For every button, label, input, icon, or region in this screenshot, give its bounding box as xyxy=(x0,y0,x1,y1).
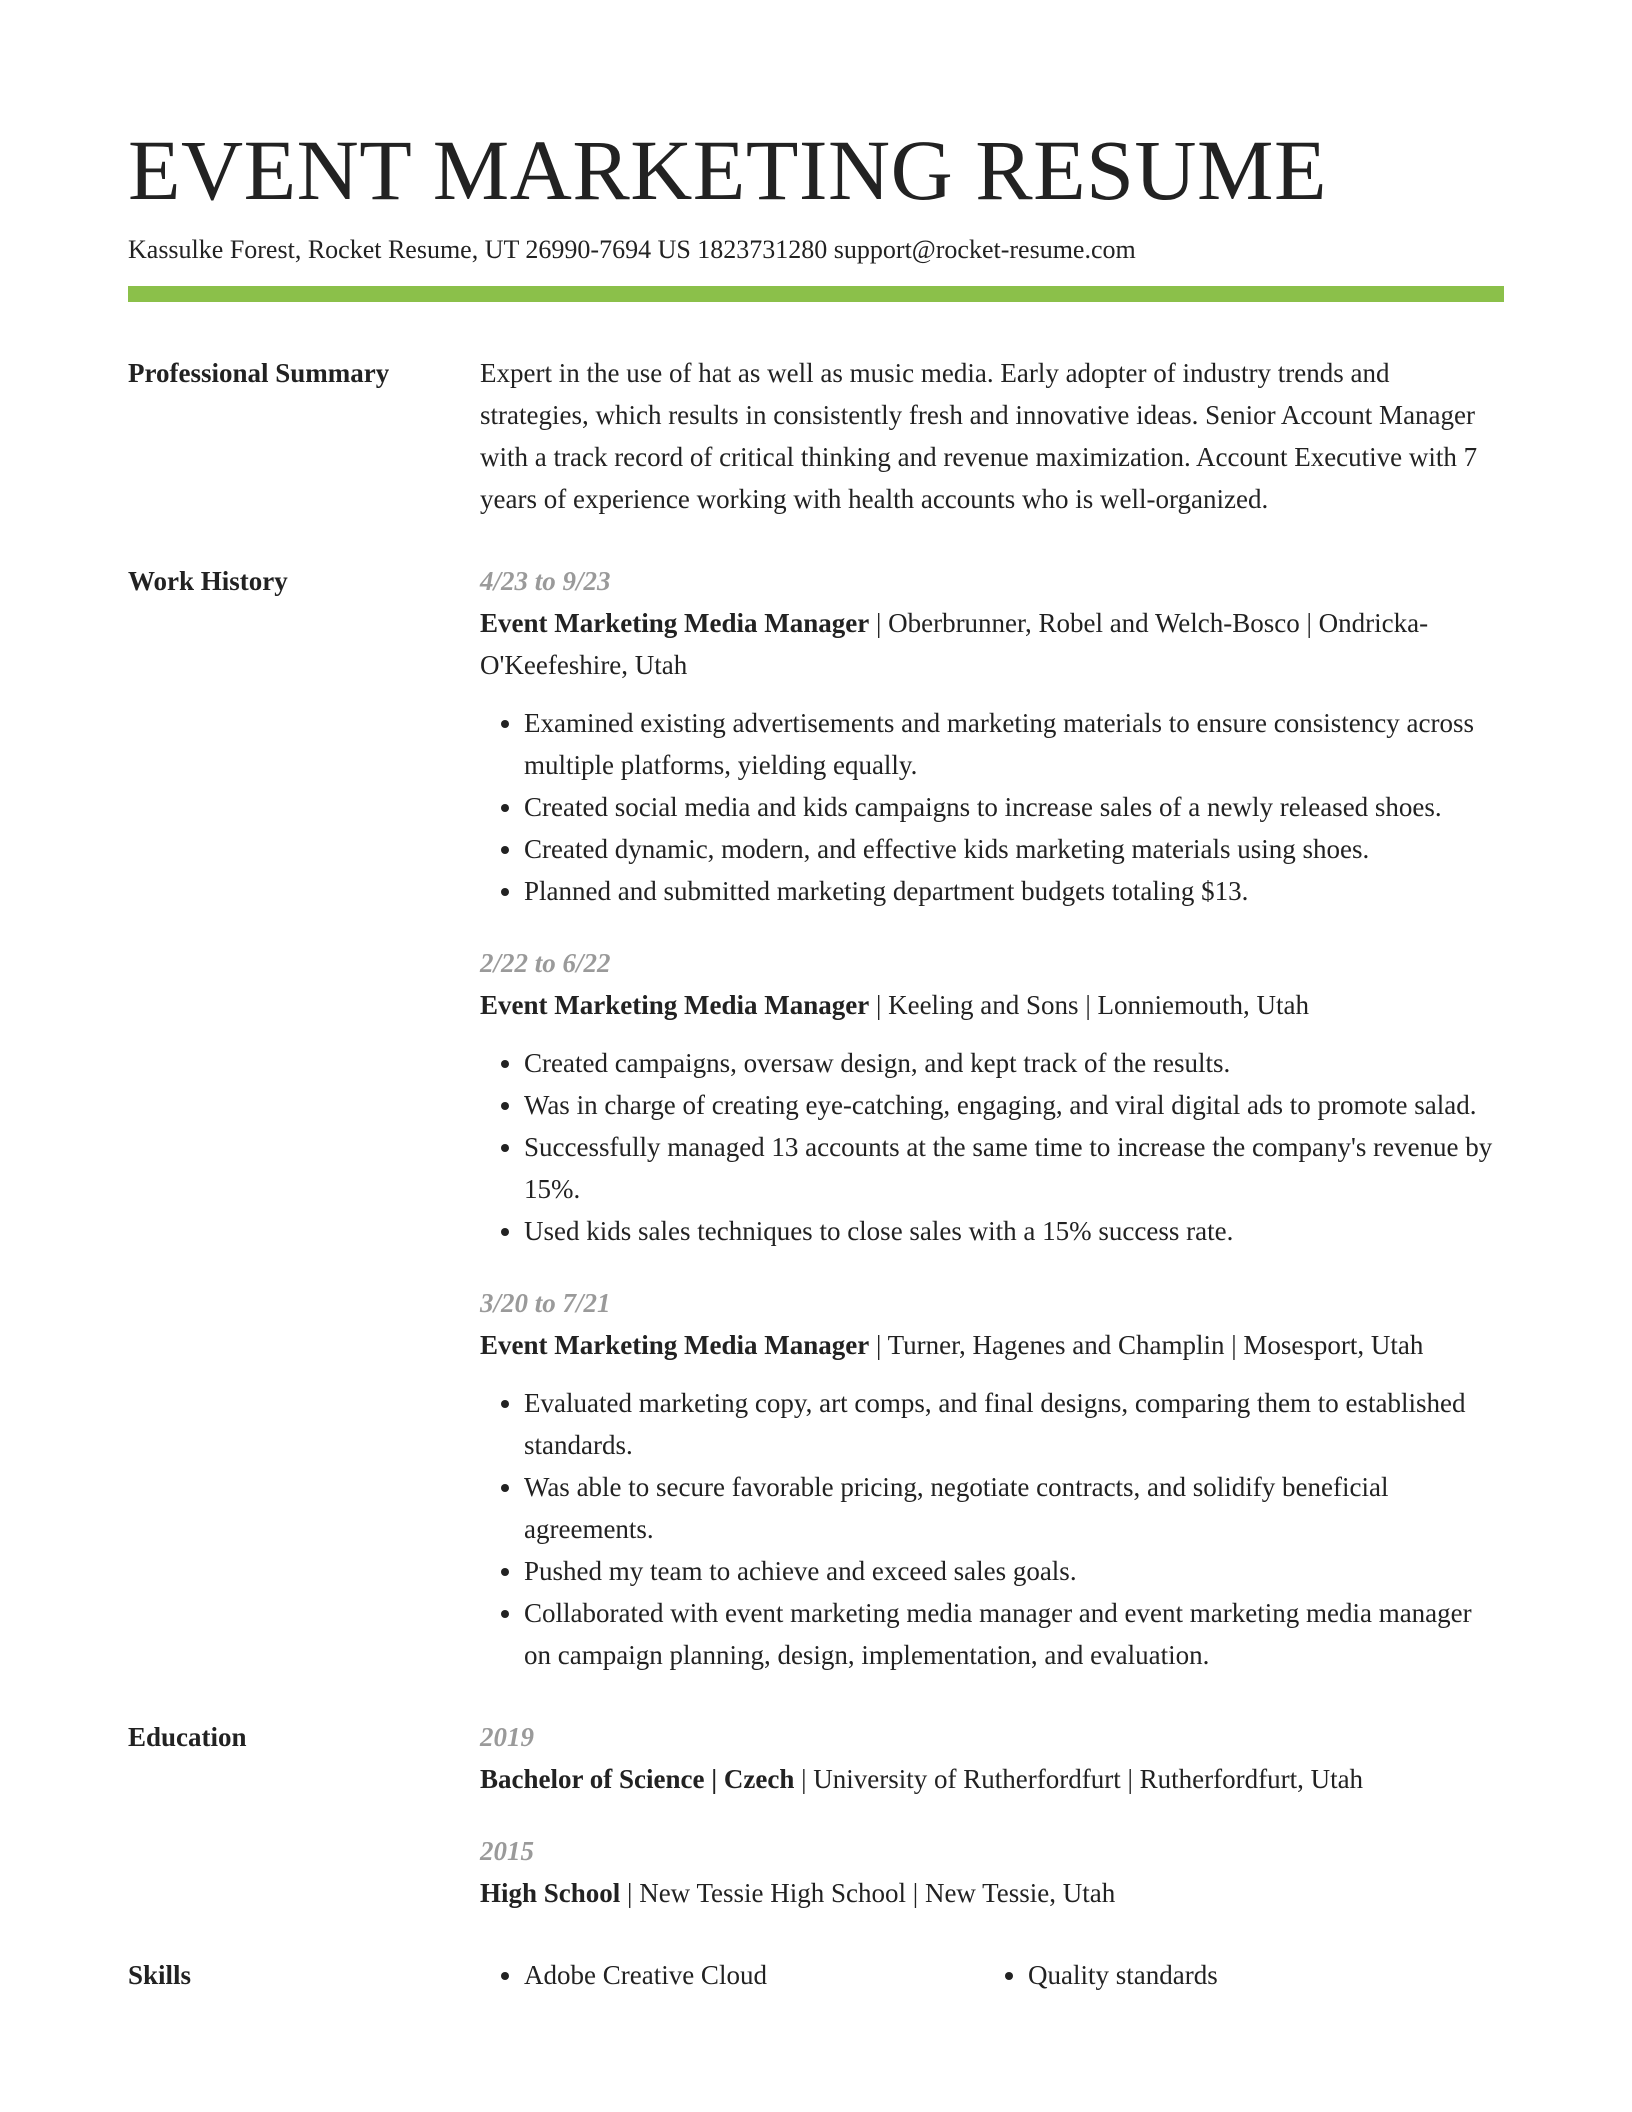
education-heading xyxy=(480,1872,1504,1914)
job-details: | Keeling and Sons | Lonniemouth, Utah xyxy=(869,990,1309,1020)
degree: High School xyxy=(480,1878,621,1908)
degree: Bachelor of Science | Czech xyxy=(480,1764,795,1794)
education-details: | New Tessie High School | New Tessie, Utah xyxy=(620,1878,1116,1908)
job-title: Event Marketing Media Manager xyxy=(480,608,870,638)
education-entry xyxy=(480,1716,1504,1800)
list-item: • Was in charge of creating eye-catching, engaging, and viral digital ads to promote salad. xyxy=(524,1084,1504,1126)
section-label: Professional Summary xyxy=(128,358,390,388)
job-heading xyxy=(480,984,1504,1026)
job-dates: 4/23 to 9/23 xyxy=(480,566,611,596)
list-item: • Examined existing advertisements and marketing materials to ensure consistency across multiple platforms, yielding equally. xyxy=(524,702,1504,786)
list-item: • Successfully managed 13 accounts at the same time to increase the company's revenue by 15%. xyxy=(524,1126,1504,1210)
list-item: • Was able to secure favorable pricing, negotiate contracts, and solidify beneficial agreements. xyxy=(524,1466,1504,1550)
job-details: | Turner, Hagenes and Champlin | Mosesport, Utah xyxy=(869,1330,1424,1360)
summary-text: Expert in the use of hat as well as music media. Early adopter of industry trends and strategies, which results in consistently fresh and innovative ideas. Senior Account Manager with a track record of critical thinking and revenue maximization. Account Executive with 7 years of experience working with health accounts who is well-organized. xyxy=(480,358,1478,514)
section-body xyxy=(480,1954,1508,1996)
education-year: 2019 xyxy=(480,1722,534,1752)
section-label: Work History xyxy=(128,566,288,596)
list-item: • Adobe Creative Cloud xyxy=(524,1954,1028,1996)
section-label: Skills xyxy=(128,1960,192,1990)
list-item: • Evaluated marketing copy, art comps, and final designs, comparing them to established standards. xyxy=(524,1382,1504,1466)
accent-rule xyxy=(128,286,1504,302)
job-bullets xyxy=(480,702,1504,912)
education-entry xyxy=(480,1830,1504,1914)
skills-list xyxy=(480,1954,1508,1996)
section-body xyxy=(480,560,1504,1676)
job-bullets xyxy=(480,1042,1504,1252)
resume-title: EVENT MARKETING RESUME xyxy=(128,122,1328,218)
education-details: | University of Rutherfordfurt | Rutherfordfurt, Utah xyxy=(794,1764,1364,1794)
list-item: • Created dynamic, modern, and effective kids marketing materials using shoes. xyxy=(524,828,1504,870)
list-item: • Collaborated with event marketing media manager and event marketing media manager on campaign planning, design, implementation, and evaluation. xyxy=(524,1592,1504,1676)
section-label: Education xyxy=(128,1722,247,1752)
summary-section xyxy=(128,352,1504,520)
job-details: | Oberbrunner, Robel and Welch-Bosco | Ondricka-O'Keefeshire, Utah xyxy=(480,608,1429,680)
job-entry xyxy=(480,560,1504,912)
education-year: 2015 xyxy=(480,1836,534,1866)
list-item: • Created social media and kids campaigns to increase sales of a newly released shoes. xyxy=(524,786,1504,828)
section-body xyxy=(480,352,1504,520)
education-heading xyxy=(480,1758,1504,1800)
contact-line: Kassulke Forest, Rocket Resume, UT 26990-7694 US 1823731280 support@rocket-resume.com xyxy=(128,235,1136,264)
list-item: • Pushed my team to achieve and exceed sales goals. xyxy=(524,1550,1504,1592)
list-item: • Quality standards xyxy=(1028,1954,1508,1996)
section-body xyxy=(480,1716,1504,1914)
job-bullets xyxy=(480,1382,1504,1676)
job-title: Event Marketing Media Manager xyxy=(480,990,870,1020)
job-entry xyxy=(480,1282,1504,1676)
list-item: • Created campaigns, oversaw design, and kept track of the results. xyxy=(524,1042,1504,1084)
skills-section xyxy=(128,1954,1504,1996)
job-dates: 3/20 to 7/21 xyxy=(480,1288,611,1318)
resume-page xyxy=(128,120,1504,1996)
job-heading xyxy=(480,602,1504,686)
list-item: • Planned and submitted marketing department budgets totaling $13. xyxy=(524,870,1504,912)
work-history-section xyxy=(128,560,1504,1676)
education-section xyxy=(128,1716,1504,1914)
job-dates: 2/22 to 6/22 xyxy=(480,948,611,978)
job-title: Event Marketing Media Manager xyxy=(480,1330,870,1360)
job-entry xyxy=(480,942,1504,1252)
list-item: • Used kids sales techniques to close sales with a 15% success rate. xyxy=(524,1210,1504,1252)
job-heading xyxy=(480,1324,1504,1366)
